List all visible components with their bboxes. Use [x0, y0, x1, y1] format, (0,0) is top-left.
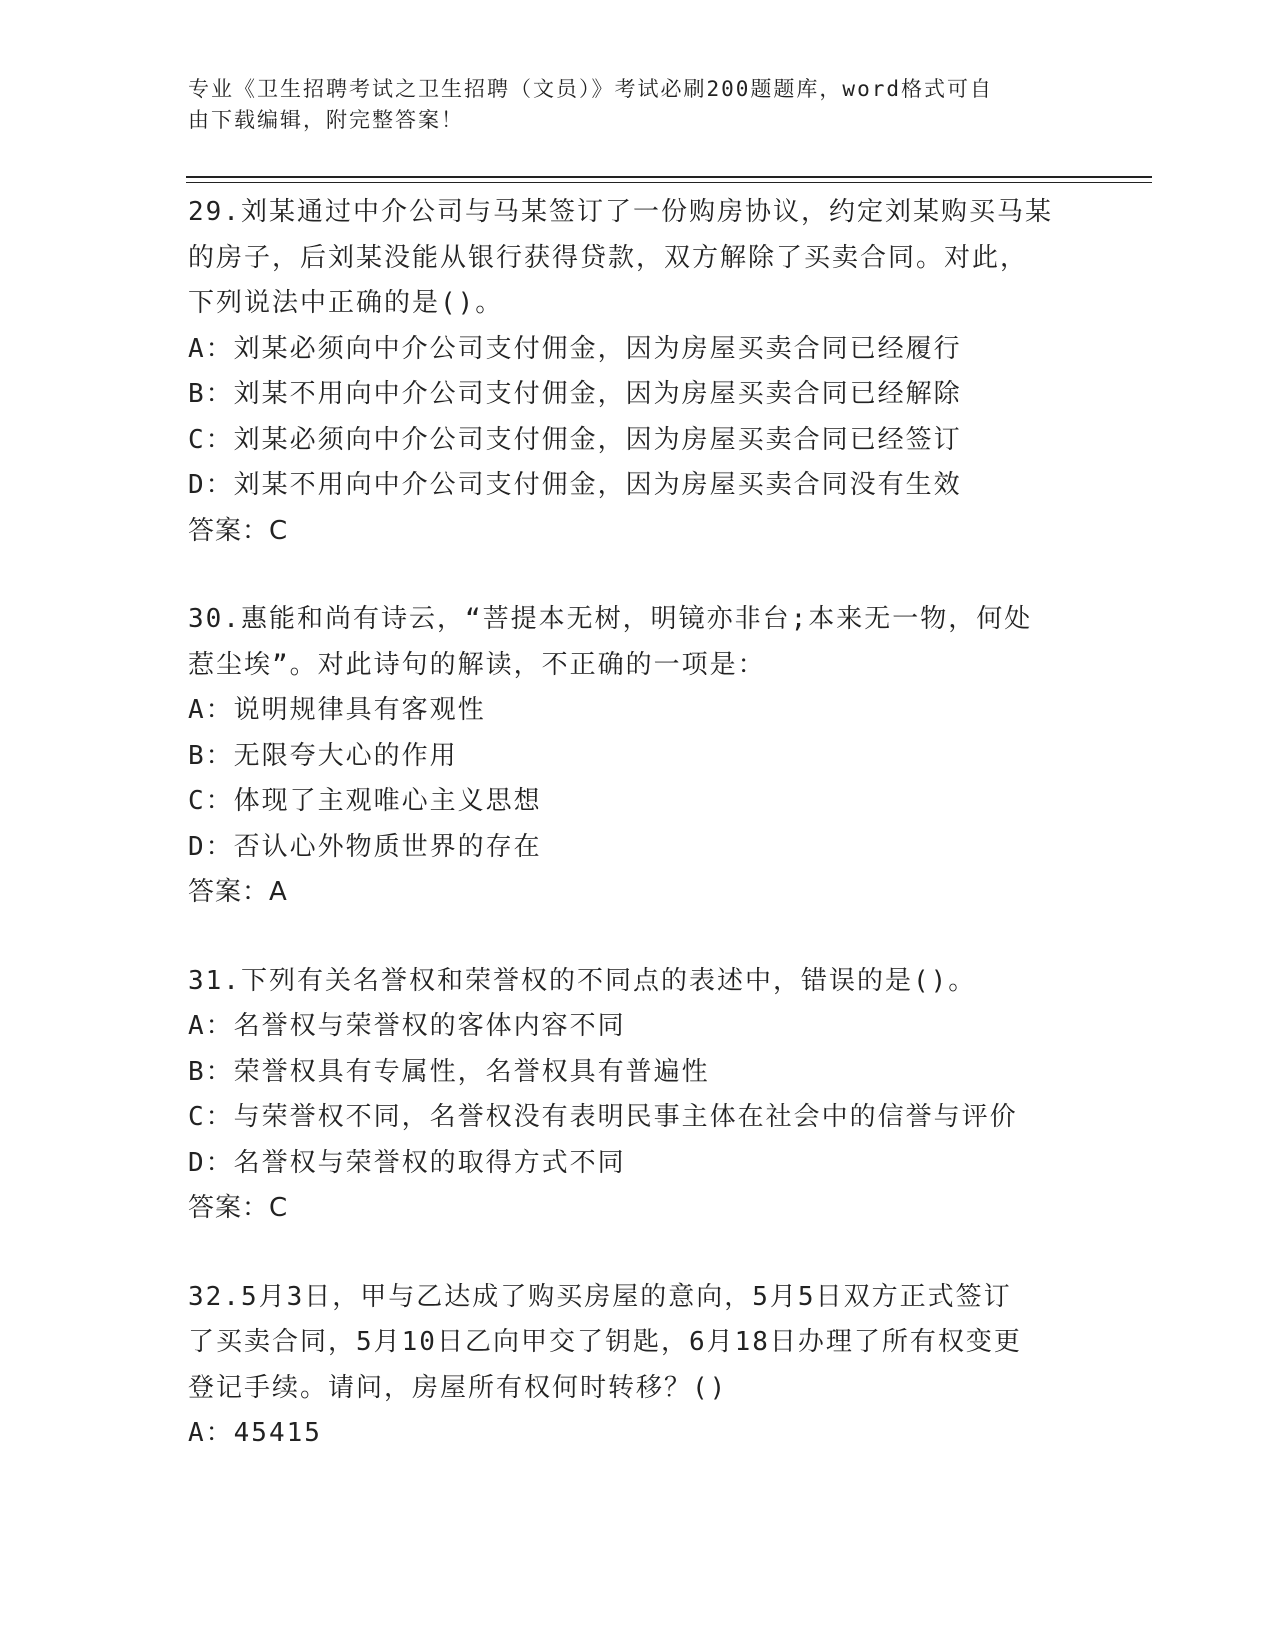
answer: 答案：C	[188, 1193, 289, 1223]
question-stem-line: 下列说法中正确的是()。	[188, 288, 504, 318]
option-d: D：刘某不用向中介公司支付佣金，因为房屋买卖合同没有生效	[188, 470, 962, 500]
option-b: B：荣誉权具有专属性，名誉权具有普遍性	[188, 1056, 710, 1087]
option-a: A：名誉权与荣誉权的客体内容不同	[188, 1011, 626, 1041]
answer: 答案：C	[188, 515, 289, 546]
question-stem-line: 登记手续。请问，房屋所有权何时转移？()	[188, 1372, 728, 1403]
question-stem-line: 31.下列有关名誉权和荣誉权的不同点的表述中，错误的是()。	[188, 965, 977, 996]
option-c: C：与荣誉权不同，名誉权没有表明民事主体在社会中的信誉与评价	[188, 1102, 1018, 1132]
question-stem-line: 了买卖合同，5月10日乙向甲交了钥匙，6月18日办理了所有权变更	[188, 1327, 1022, 1357]
option-b: B：刘某不用向中介公司支付佣金，因为房屋买卖合同已经解除	[188, 379, 962, 409]
option-a: A：说明规律具有客观性	[188, 695, 486, 725]
header-line: 由下载编辑，附完整答案！	[188, 108, 464, 132]
option-d: D：否认心外物质世界的存在	[188, 831, 542, 862]
option-b: B：无限夸大心的作用	[188, 740, 458, 771]
question-stem-line: 32.5月3日，甲与乙达成了购买房屋的意向，5月5日双方正式签订	[188, 1281, 1012, 1312]
question-stem-line: 惹尘埃”。对此诗句的解读，不正确的一项是：	[188, 649, 766, 680]
header-divider-thin	[186, 182, 1152, 183]
question-30	[188, 597, 1108, 916]
option-a: A：45415	[188, 1418, 322, 1448]
option-c: C：刘某必须向中介公司支付佣金，因为房屋买卖合同已经签订	[188, 424, 962, 455]
option-d: D：名誉权与荣誉权的取得方式不同	[188, 1147, 626, 1178]
question-stem-line: 30.惠能和尚有诗云，“菩提本无树，明镜亦非台;本来无一物，何处	[188, 604, 1033, 634]
header-line: 专业《卫生招聘考试之卫生招聘（文员）》考试必刷200题题库，word格式可自	[188, 77, 993, 101]
question-32	[188, 1275, 1108, 1457]
option-a: A：刘某必须向中介公司支付佣金，因为房屋买卖合同已经履行	[188, 333, 962, 364]
option-c: C：体现了主观唯心主义思想	[188, 786, 542, 816]
answer: 答案：A	[188, 877, 288, 907]
question-stem-line: 29.刘某通过中介公司与马某签订了一份购房协议，约定刘某购买马某	[188, 197, 1053, 227]
document-header	[188, 74, 1068, 136]
header-divider	[186, 176, 1152, 178]
question-list	[188, 190, 1108, 1457]
question-31	[188, 959, 1108, 1232]
question-29	[188, 190, 1108, 554]
question-stem-line: 的房子，后刘某没能从银行获得贷款，双方解除了买卖合同。对此，	[188, 242, 1029, 273]
